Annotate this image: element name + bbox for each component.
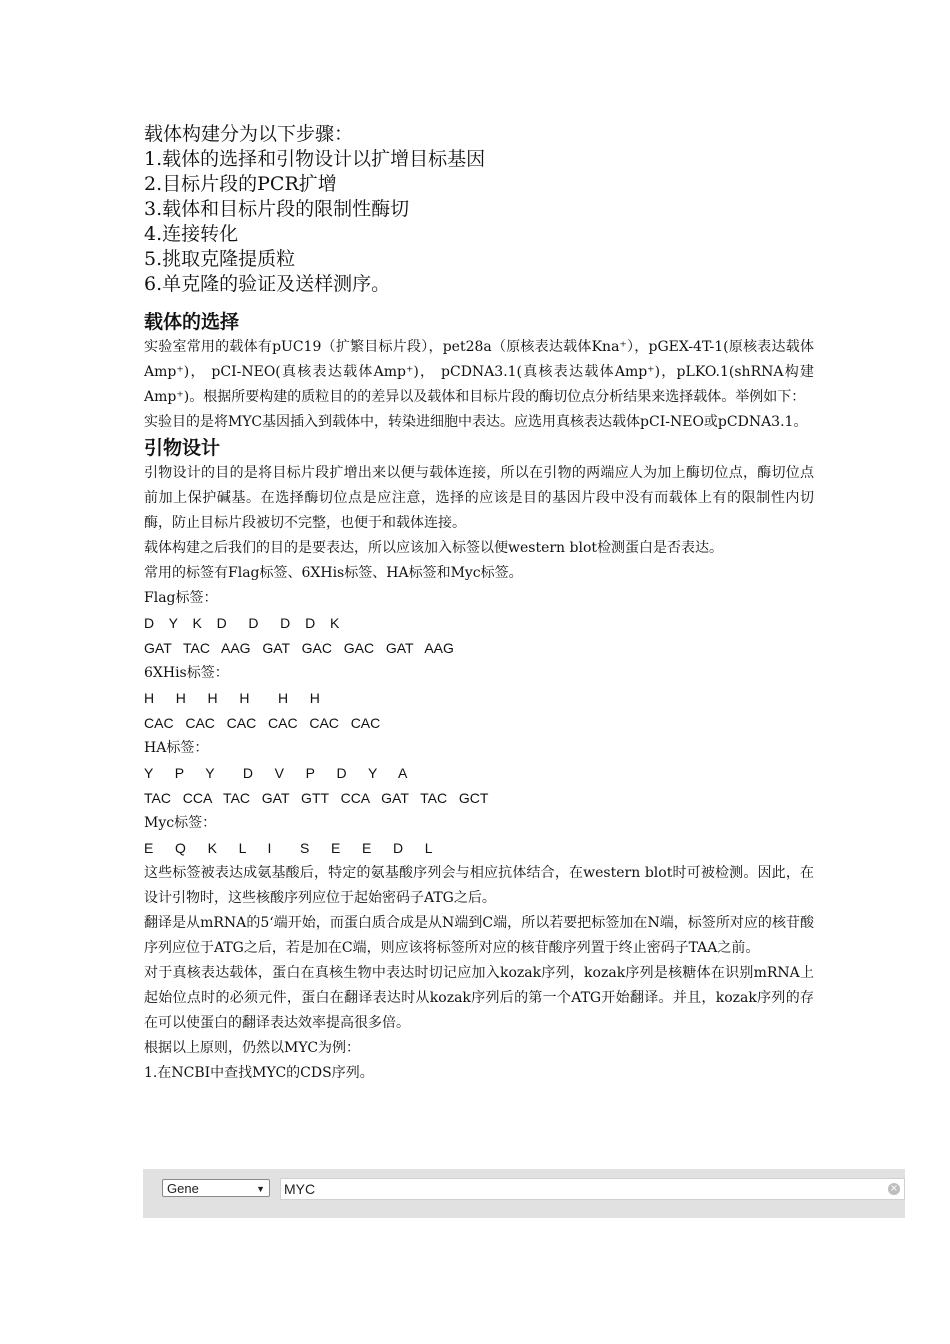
his-nucleotides: CAC CAC CAC CAC CAC CAC <box>144 715 381 731</box>
primer-paragraph-6: 对于真核表达载体，蛋白在真核生物中表达时切记应加入kozak序列，kozak序列是核糖体在识别mRNA上起始位点时的必须元件，蛋白在翻译表达时从kozak序列后的第一个ATG开始翻译。并且，kozak序列的存在可以使蛋白的翻译表达效率提高很多倍。 <box>144 965 814 1031</box>
his-amino-acids: H H H H H H <box>144 690 321 706</box>
search-input[interactable] <box>280 1178 905 1200</box>
clear-circle-icon[interactable]: × <box>889 1183 899 1194</box>
primer-paragraph-1: 引物设计的目的是将目标片段扩增出来以便与载体连接，所以在引物的两端应人为加上酶切位点，酶切位点前加上保护碱基。在选择酶切位点是应注意，选择的应该是目的基因片段中没有而载体上有的限制性内切酶，防止目标片段被切不完整，也便于和载体连接。 <box>144 465 814 531</box>
primer-paragraph-4: 这些标签被表达成氨基酸后，特定的氨基酸序列会与相应抗体结合，在western blot时可被检测。因此，在设计引物时，这些核酸序列应位于起始密码子ATG之后。 <box>144 865 814 906</box>
primer-paragraph-5: 翻译是从mRNA的5‘端开始，而蛋白质合成是从N端到C端，所以若要把标签加在N端，标签所对应的核苷酸序列应位于ATG之后，若是加在C端，则应该将标签所对应的核苷酸序列置于终止密码子TAA之前。 <box>144 915 814 956</box>
ha-tag-label: HA标签： <box>144 740 209 756</box>
database-select[interactable] <box>162 1179 270 1197</box>
database-select-value: Gene <box>167 1181 199 1196</box>
ha-amino-acids: Y P Y D V P D Y A <box>144 765 409 781</box>
primer-paragraph-7: 根据以上原则，仍然以MYC为例： <box>144 1040 361 1056</box>
step-2: 2.目标片段的PCR扩增 <box>144 173 337 195</box>
step-5: 5.挑取克隆提质粒 <box>144 248 296 270</box>
primer-paragraph-8: 1.在NCBI中查找MYC的CDS序列。 <box>144 1065 374 1081</box>
primer-heading: 引物设计 <box>144 437 221 459</box>
myc-amino-acids: E Q K L I S E E D L <box>144 840 434 856</box>
document-body <box>144 122 814 1086</box>
ha-nucleotides: TAC CCA TAC GAT GTT CCA GAT TAC GCT <box>144 790 489 806</box>
step-1: 1.载体的选择和引物设计以扩增目标基因 <box>144 148 486 170</box>
vector-paragraph-1: 实验室常用的载体有pUC19（扩繁目标片段），pet28a（原核表达载体Kna⁺），pGEX-4T-1(原核表达载体Amp⁺)， pCI-NEO(真核表达载体Amp⁺)， pCDNA3.1(真核表达载体Amp⁺)，pLKO.1(shRNA构建Amp⁺)。根据所要构建的质粒目的的差异以及载体和目标片段的酶切位点分析结果来选择载体。举例如下： <box>144 339 814 405</box>
his-tag-label: 6XHis标签： <box>144 665 229 681</box>
vector-heading: 载体的选择 <box>144 311 240 333</box>
triangle-down-icon: ▼ <box>256 1184 265 1194</box>
primer-paragraph-3: 常用的标签有Flag标签、6XHis标签、HA标签和Myc标签。 <box>144 565 523 581</box>
vector-paragraph-2: 实验目的是将MYC基因插入到载体中，转染进细胞中表达。应选用真核表达载体pCI-NEO或pCDNA3.1。 <box>144 414 808 430</box>
ncbi-search-bar <box>143 1169 905 1218</box>
search-input-value: MYC <box>284 1181 316 1197</box>
myc-tag-label: Myc标签： <box>144 815 217 831</box>
flag-tag-label: Flag标签： <box>144 590 218 606</box>
primer-paragraph-2: 载体构建之后我们的目的是要表达，所以应该加入标签以便western blot检测蛋白是否表达。 <box>144 540 724 556</box>
flag-amino-acids: D Y K D D D D K <box>144 615 341 631</box>
step-6: 6.单克隆的验证及送样测序。 <box>144 273 391 295</box>
step-4: 4.连接转化 <box>144 223 239 245</box>
steps-intro: 载体构建分为以下步骤： <box>144 123 354 145</box>
flag-nucleotides: GAT TAC AAG GAT GAC GAC GAT AAG <box>144 640 454 656</box>
step-3: 3.载体和目标片段的限制性酶切 <box>144 198 410 220</box>
